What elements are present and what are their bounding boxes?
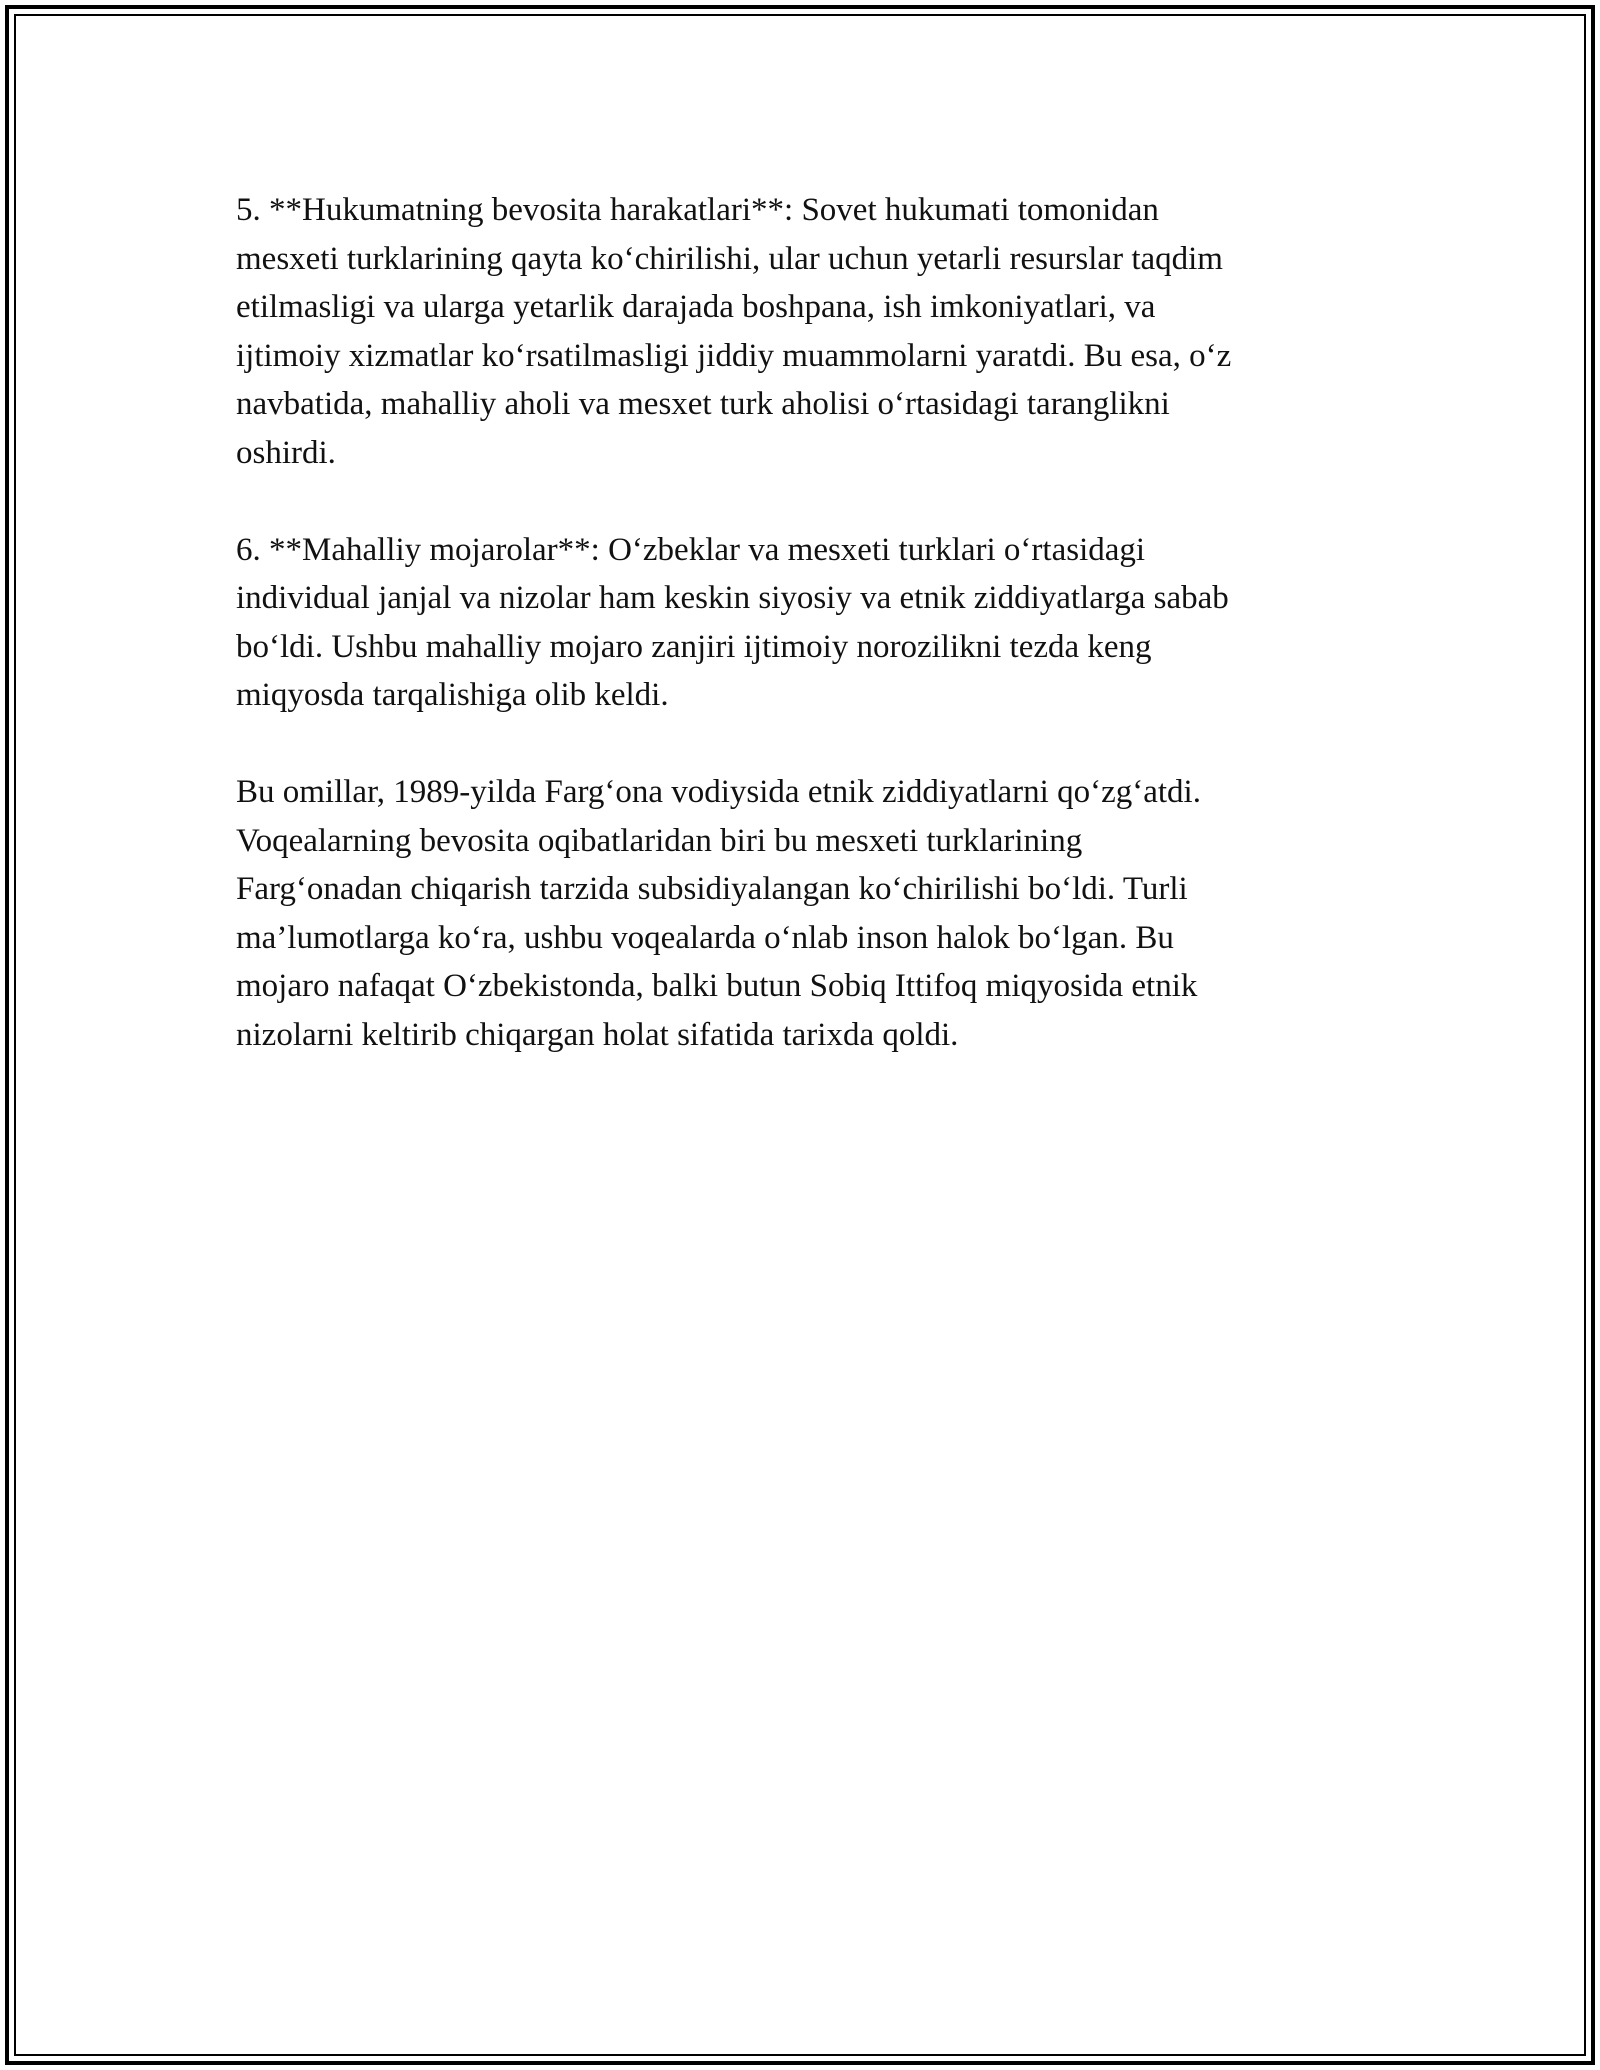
paragraph-local-conflicts [236, 526, 1346, 720]
text-line: individual janjal va nizolar ham keskin siyosiy va etnik ziddiyatlarga sabab [236, 580, 1229, 616]
text-line: Farg‘onadan chiqarish tarzida subsidiyalangan ko‘chirilishi bo‘ldi. Turli [236, 871, 1188, 907]
text-line: 6. **Mahalliy mojarolar**: O‘zbeklar va mesxeti turklari o‘rtasidagi [236, 531, 1146, 568]
text-line: etilmasligi va ularga yetarlik darajada boshpana, ish imkoniyatlari, va [236, 289, 1156, 325]
text-line: miqyosda tarqalishiga olib keldi. [236, 677, 669, 713]
paragraph-government-actions [236, 186, 1346, 477]
text-line: ijtimoiy xizmatlar ko‘rsatilmasligi jiddiy muammolarni yaratdi. Bu esa, o‘z [236, 337, 1232, 374]
text-line: bo‘ldi. Ushbu mahalliy mojaro zanjiri ijtimoiy norozilikni tezda keng [236, 628, 1152, 665]
text-line: Voqealarning bevosita oqibatlaridan biri bu mesxeti turklarining [236, 822, 1083, 859]
text-line: oshirdi. [236, 434, 336, 471]
text-line: mesxeti turklarining qayta ko‘chirilishi, ular uchun yetarli resurslar taqdim [236, 240, 1223, 277]
text-line: 5. **Hukumatning bevosita harakatlari**: Sovet hukumati tomonidan [236, 192, 1159, 228]
text-line: navbatida, mahalliy aholi va mesxet turk aholisi o‘rtasidagi taranglikni [236, 386, 1170, 422]
text-line: ma’lumotlarga ko‘ra, ushbu voqealarda o‘nlab inson halok bo‘lgan. Bu [236, 919, 1174, 956]
text-line: Bu omillar, 1989-yilda Farg‘ona vodiysida etnik ziddiyatlarni qo‘zg‘atdi. [236, 774, 1201, 810]
paragraph-conclusion [236, 768, 1346, 1059]
text-line: nizolarni keltirib chiqargan holat sifatida tarixda qoldi. [236, 1016, 959, 1053]
document-body [236, 186, 1346, 1108]
text-line: mojaro nafaqat O‘zbekistonda, balki butun Sobiq Ittifoq miqyosida etnik [236, 968, 1198, 1004]
